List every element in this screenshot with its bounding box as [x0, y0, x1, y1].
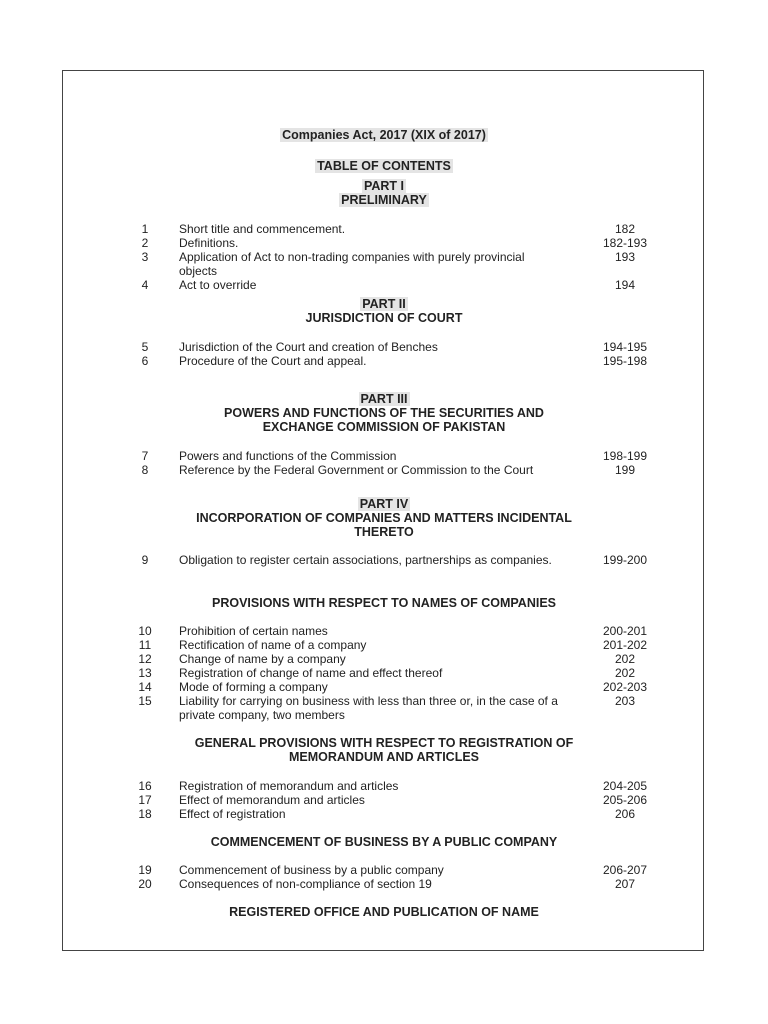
section-title: Mode of forming a company [179, 680, 328, 694]
part-label: PART I [363, 179, 405, 193]
section-number: 18 [138, 807, 152, 821]
part-label: PART III [360, 392, 408, 406]
section-number: 2 [141, 236, 149, 250]
section-title: Act to override [179, 278, 257, 292]
section-heading: COMMENCEMENT OF BUSINESS BY A PUBLIC COMPANY [210, 835, 558, 849]
section-title: Rectification of name of a company [179, 638, 367, 652]
page-ref: 204-205 [602, 779, 648, 793]
section-number: 13 [138, 666, 152, 680]
page-ref: 202 [614, 652, 636, 666]
section-title: Change of name by a company [179, 652, 346, 666]
section-number: 19 [138, 863, 152, 877]
section-number: 11 [138, 638, 152, 652]
section-number: 9 [141, 553, 149, 567]
section-title: Powers and functions of the Commission [179, 449, 397, 463]
part-heading: INCORPORATION OF COMPANIES AND MATTERS INCIDENTAL [196, 511, 572, 525]
section-title: Effect of memorandum and articles [179, 793, 365, 807]
page-ref: 202 [614, 666, 636, 680]
page-ref: 198-199 [602, 449, 648, 463]
section-heading: MEMORANDUM AND ARTICLES [288, 750, 480, 764]
section-number: 4 [141, 278, 149, 292]
section-title: Procedure of the Court and appeal. [179, 354, 367, 368]
section-title: Registration of change of name and effect thereof [179, 666, 443, 680]
page-ref: 193 [614, 250, 636, 264]
section-number: 17 [138, 793, 152, 807]
section-number: 6 [141, 354, 149, 368]
page-ref: 200-201 [602, 624, 648, 638]
section-title: Commencement of business by a public company [179, 863, 444, 877]
page-ref: 206-207 [602, 863, 648, 877]
section-number: 14 [138, 680, 152, 694]
section-heading: PROVISIONS WITH RESPECT TO NAMES OF COMPANIES [211, 596, 556, 610]
part-label: PART IV [359, 497, 409, 511]
part-heading: POWERS AND FUNCTIONS OF THE SECURITIES AND [224, 406, 544, 420]
page-ref: 194-195 [602, 340, 648, 354]
section-title: Jurisdiction of the Court and creation of Benches [179, 340, 438, 354]
page-ref: 202-203 [602, 680, 648, 694]
section-number: 20 [138, 877, 152, 891]
section-heading: GENERAL PROVISIONS WITH RESPECT TO REGISTRATION OF [194, 736, 574, 750]
section-number: 1 [141, 222, 149, 236]
page-ref: 207 [614, 877, 636, 891]
section-title: Effect of registration [179, 807, 286, 821]
section-title: Prohibition of certain names [179, 624, 328, 638]
page-ref: 206 [614, 807, 636, 821]
part-heading: THERETO [354, 525, 414, 539]
section-number: 3 [141, 250, 149, 264]
part-heading: JURISDICTION OF COURT [305, 311, 463, 325]
toc-heading: TABLE OF CONTENTS [317, 159, 451, 173]
part-heading: PRELIMINARY [341, 193, 427, 207]
page-ref: 182-193 [602, 236, 648, 250]
section-number: 10 [138, 624, 152, 638]
page-ref: 199 [614, 463, 636, 477]
section-title: Application of Act to non-trading companies with purely provincial objects [179, 250, 525, 278]
page-ref: 194 [614, 278, 636, 292]
section-title: Reference by the Federal Government or Commission to the Court [179, 463, 534, 477]
section-title: Short title and commencement. [179, 222, 346, 236]
part-label: PART II [362, 297, 406, 311]
section-title: Obligation to register certain associations, partnerships as companies. [179, 553, 552, 567]
section-number: 7 [141, 449, 149, 463]
section-number: 16 [138, 779, 152, 793]
section-number: 8 [141, 463, 149, 477]
section-title: Liability for carrying on business with less than three or, in the case of a private company, two members [179, 694, 558, 722]
section-title: Consequences of non-compliance of section 19 [179, 877, 432, 891]
section-number: 5 [141, 340, 149, 354]
document-title: Companies Act, 2017 (XIX of 2017) [282, 128, 486, 142]
page-ref: 199-200 [602, 553, 648, 567]
page-ref: 201-202 [602, 638, 648, 652]
page-ref: 205-206 [602, 793, 648, 807]
page-ref: 203 [614, 694, 636, 708]
section-title: Definitions. [179, 236, 239, 250]
page-ref: 195-198 [602, 354, 648, 368]
section-number: 15 [138, 694, 152, 708]
section-heading: REGISTERED OFFICE AND PUBLICATION OF NAME [229, 905, 539, 919]
section-number: 12 [138, 652, 152, 666]
page-ref: 182 [614, 222, 636, 236]
section-title: Registration of memorandum and articles [179, 779, 399, 793]
part-heading: EXCHANGE COMMISSION OF PAKISTAN [262, 420, 506, 434]
